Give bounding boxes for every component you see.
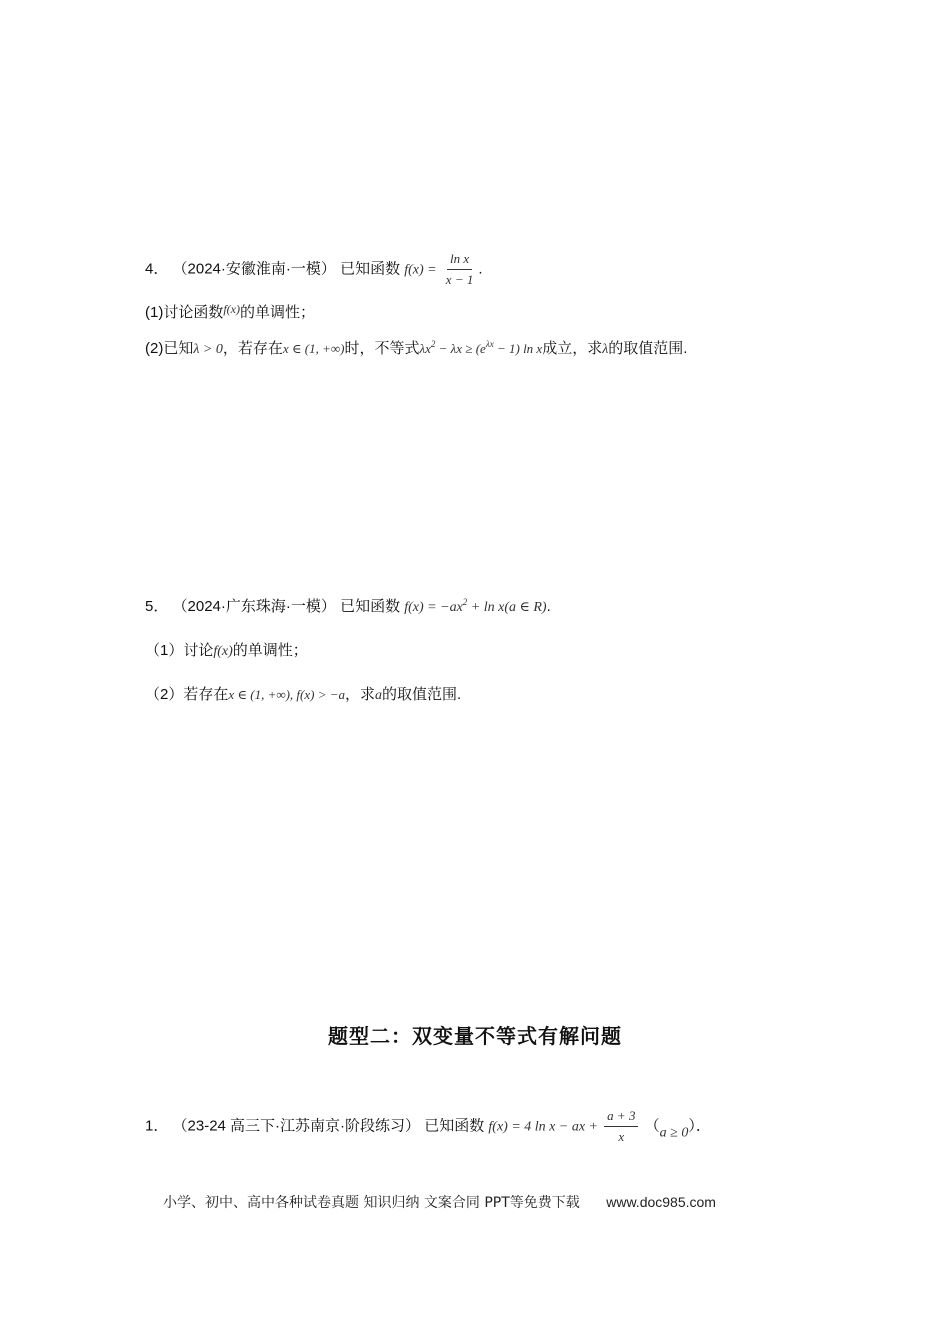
problem-number: 4． xyxy=(145,260,169,278)
question-text: ，求 xyxy=(345,686,376,703)
question-text: 成立，求 xyxy=(542,340,603,357)
exponent: 2 xyxy=(430,339,436,349)
question-suffix: 的取值范围. xyxy=(382,686,462,703)
problem-number: 5． xyxy=(145,598,169,615)
fraction-numerator: a + 3 xyxy=(604,1108,638,1127)
question-prefix: （1）讨论 xyxy=(145,642,214,659)
question-prefix: (1)讨论函数 xyxy=(145,304,224,321)
inequality-part: − λx ≥ (e xyxy=(435,341,486,356)
exponent: λx xyxy=(485,339,494,349)
function-part: + ln x(a ∈ R) xyxy=(467,600,547,615)
footer-url[interactable]: www.doc985.com xyxy=(606,1194,716,1210)
question-prefix: （2）若存在 xyxy=(145,686,229,703)
problem-source: （23-24 高三下·江苏南京·阶段练习） xyxy=(172,1117,421,1135)
problem-number: 1． xyxy=(145,1117,169,1135)
problem-4-question-1 xyxy=(145,298,315,324)
period: . xyxy=(546,598,551,615)
inequality-part: − 1) ln x xyxy=(493,341,543,356)
question-suffix: 的取值范围. xyxy=(608,340,688,357)
fraction-denominator: x xyxy=(618,1129,625,1144)
section-title: 题型二：双变量不等式有解问题 xyxy=(328,1026,622,1048)
question-text: 时，不等式 xyxy=(344,340,420,357)
problem-5-statement xyxy=(145,596,551,619)
condition-close: ）． xyxy=(688,1117,711,1135)
problem-intro: 已知函数 xyxy=(340,598,401,615)
problem-4-statement xyxy=(145,251,483,288)
inline-math: a xyxy=(375,688,383,703)
problem-intro: 已知函数 xyxy=(424,1117,485,1135)
function-definition: f(x) = 4 ln x − ax + xyxy=(488,1119,598,1135)
function-definition: f(x) = xyxy=(404,262,437,278)
inline-math: f(x) xyxy=(223,302,240,316)
inline-math: λ > 0 xyxy=(193,342,223,357)
condition-math: a ≥ 0 xyxy=(659,1125,689,1141)
question-suffix: 的单调性； xyxy=(232,642,308,659)
inline-math: λ xyxy=(602,342,609,357)
inequality-math xyxy=(419,341,542,356)
exponent: 2 xyxy=(462,597,468,607)
inline-math: f(x) xyxy=(213,644,233,659)
fraction-numerator: ln x xyxy=(447,251,472,270)
question-suffix: 的单调性； xyxy=(240,304,316,321)
problem-intro: 已知函数 xyxy=(340,260,401,278)
problem-5-question-2 xyxy=(145,684,461,707)
condition-open: （ xyxy=(644,1117,660,1135)
problem-4-question-2 xyxy=(145,338,687,361)
fraction xyxy=(604,1108,638,1145)
page-footer xyxy=(163,1192,716,1212)
question-prefix: (2)已知 xyxy=(145,340,194,357)
fraction xyxy=(443,251,477,288)
fraction-denominator: x − 1 xyxy=(445,272,474,287)
inequality-part: λx xyxy=(419,341,431,356)
problem-source: （2024·安徽淮南·一模） xyxy=(172,260,336,278)
function-part: f(x) = −ax xyxy=(404,600,463,615)
section2-problem-1-statement xyxy=(145,1108,711,1145)
function-definition xyxy=(404,597,547,615)
period: . xyxy=(478,260,483,278)
problem-source: （2024·广东珠海·一模） xyxy=(172,598,336,615)
inline-math: x ∈ (1, +∞) xyxy=(282,341,345,356)
question-text: ，若存在 xyxy=(222,340,283,357)
inline-math: x ∈ (1, +∞), f(x) > −a xyxy=(228,687,346,702)
problem-5-question-1 xyxy=(145,640,308,663)
footer-text: 小学、初中、高中各种试卷真题 知识归纳 文案合同 PPT等免费下载 xyxy=(163,1195,580,1211)
